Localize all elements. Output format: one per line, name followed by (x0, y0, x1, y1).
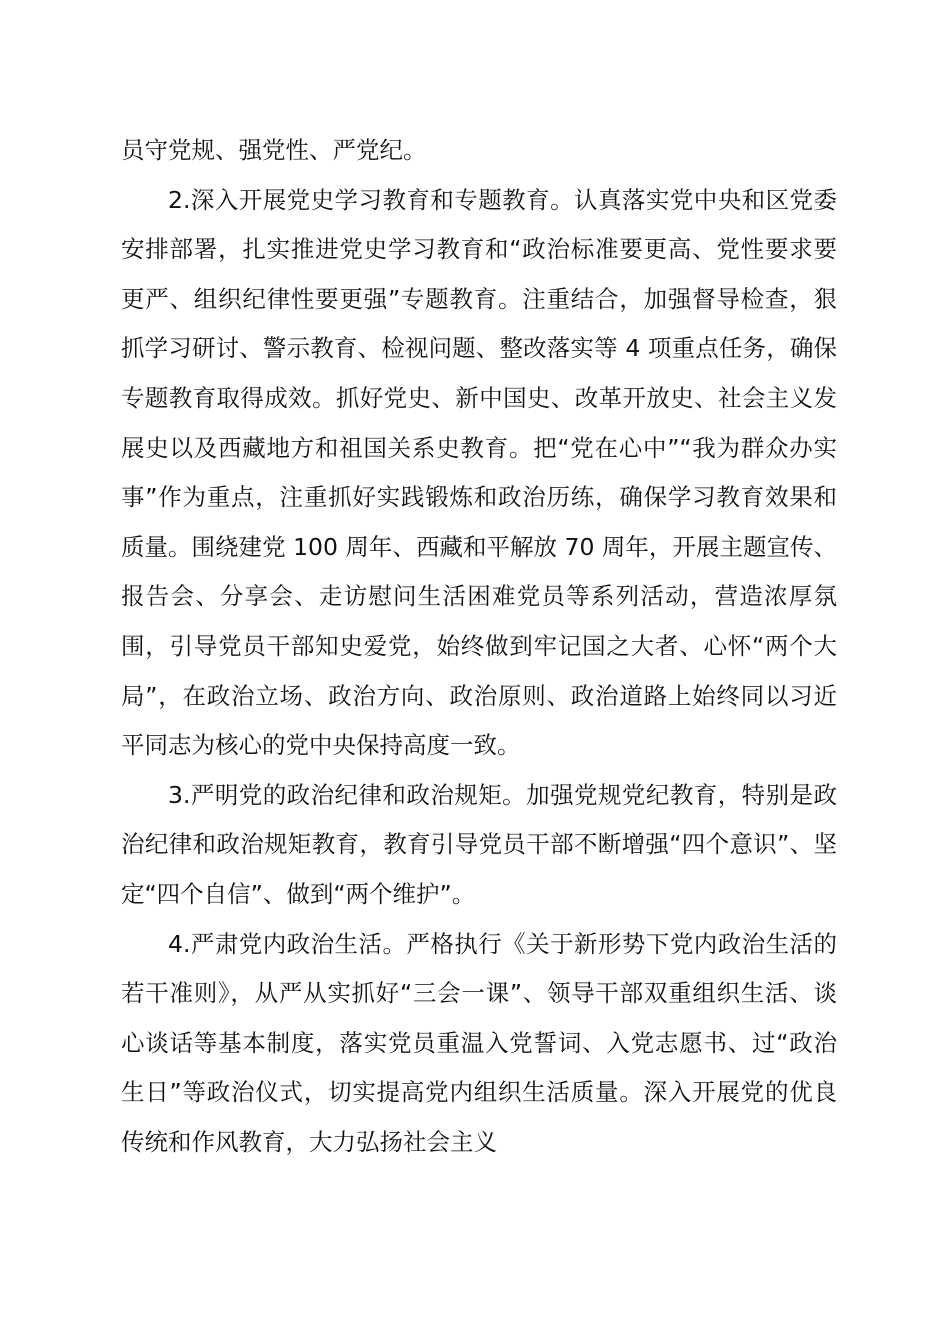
paragraph-item-2: 2.深入开展党史学习教育和专题教育。认真落实党中央和区党委安排部署，扎实推进党史学习教育和“政治标准要更高、党性要求要更严、组织纪律性要更强”专题教育。注重结合，加强督导检查，狠抓学习研讨、警示教育、检视问题、整改落实等 4 项重点任务，确保专题教育取得成效。抓好党史、新中国史、改革开放史、社会主义发展史以及西藏地方和祖国关系史教育。把“党在心中”“我为群众办实事”作为重点，注重抓好实践锻炼和政治历练，确保学习教育效果和质量。围绕建党 100 周年、西藏和平解放 70 周年，开展主题宣传、报告会、分享会、走访慰问生活困难党员等系列活动，营造浓厚氛围，引导党员干部知史爱党，始终做到牢记国之大者、心怀“两个大局”，在政治立场、政治方向、政治原则、政治道路上始终同以习近平同志为核心的党中央保持高度一致。 (121, 185, 837, 760)
paragraph-item-3: 3.严明党的政治纪律和政治规矩。加强党规党纪教育，特别是政治纪律和政治规矩教育，教育引导党员干部不断增强“四个意识”、坚定“四个自信”、做到“两个维护”。 (121, 780, 837, 908)
paragraph-item-4: 4.严肃党内政治生活。严格执行《关于新形势下党内政治生活的若干准则》，从严从实抓好“三会一课”、领导干部双重组织生活、谈心谈话等基本制度，落实党员重温入党誓词、入党志愿书、过“政治生日”等政治仪式，切实提高党内组织生活质量。深入开展党的优良传统和作风教育，大力弘扬社会主义 (121, 929, 837, 1156)
paragraph-continuation: 员守党规、强党性、严党纪。 (121, 136, 427, 164)
document-body (121, 126, 837, 1167)
